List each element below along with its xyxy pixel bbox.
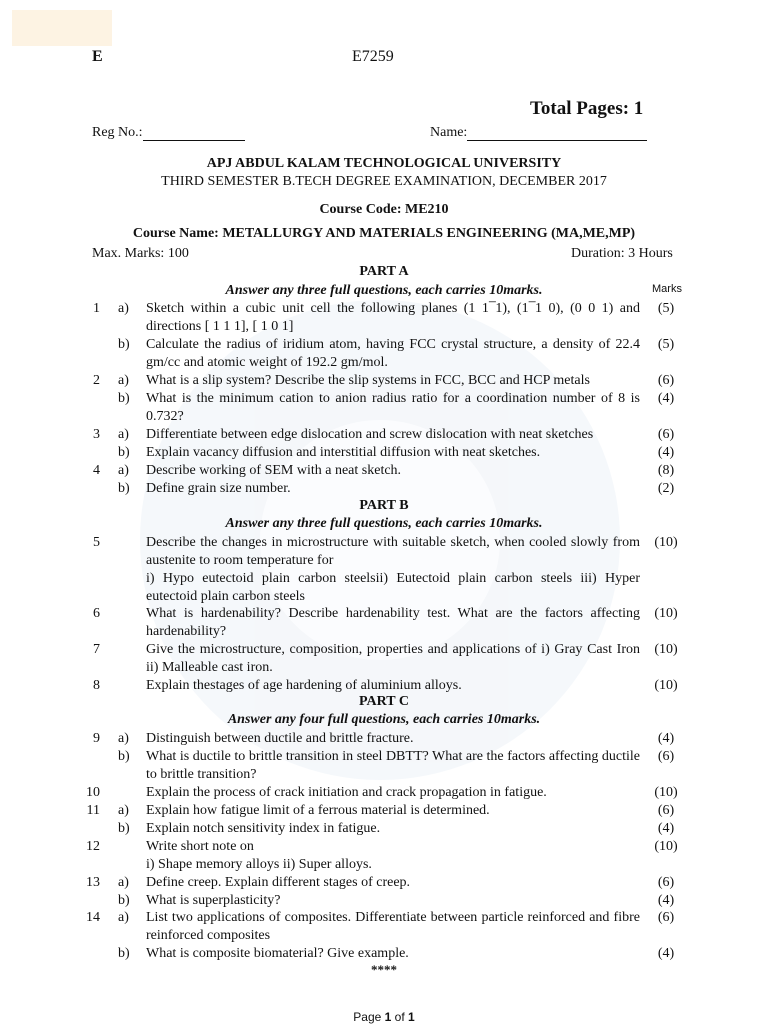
reg-no-label: Reg No.: bbox=[92, 125, 143, 140]
reg-no-field bbox=[92, 125, 245, 141]
question-text: What is a slip system? Describe the slip systems in FCC, BCC and HCP metals bbox=[146, 373, 590, 388]
question-text: What is hardenability? Describe hardenability test. What are the factors affecting hardenability? bbox=[146, 606, 640, 639]
part-c-title: PART C bbox=[359, 694, 409, 709]
question-text-cont: i) Shape memory alloys ii) Super alloys. bbox=[146, 857, 372, 872]
question-text: Give the microstructure, composition, properties and applications of i) Gray Cast Iron ii) Malleable cast iron. bbox=[146, 642, 640, 675]
duration: Duration: 3 Hours bbox=[571, 246, 673, 261]
question-code: E7259 bbox=[352, 48, 394, 65]
question-text: Explain vacancy diffusion and interstitial diffusion with neat sketches. bbox=[146, 445, 541, 460]
question-marks: (10) bbox=[654, 839, 678, 854]
question-text: Describe the changes in microstructure with suitable sketch, when cooled slowly from austenite to room temperature for bbox=[146, 535, 640, 568]
question-text-cont: i) Hypo eutectoid plain carbon steelsii) Eutectoid plain carbon steels iii) Hyper eutectoid plain carbon steels bbox=[146, 571, 640, 604]
question-text: Distinguish between ductile and brittle fracture. bbox=[146, 731, 414, 746]
question-text: Explain the process of crack initiation and crack propagation in fatigue. bbox=[146, 785, 547, 800]
course-name: Course Name: METALLURGY AND MATERIALS ENGINEERING (MA,ME,MP) bbox=[132, 226, 636, 241]
question-marks: (10) bbox=[654, 535, 678, 550]
question-marks: (10) bbox=[654, 678, 678, 693]
question-text: Write short note on bbox=[146, 839, 254, 854]
question-marks: (5) bbox=[657, 337, 675, 352]
part-b-title: PART B bbox=[359, 498, 409, 513]
question-text: Calculate the radius of iridium atom, having FCC crystal structure, a density of 22.4 gm/cc and atomic weight of 192.2 gm/mol. bbox=[146, 337, 640, 370]
course-code: Course Code: ME210 bbox=[319, 202, 449, 217]
question-text: What is composite biomaterial? Give example. bbox=[146, 946, 409, 961]
question-text: Explain how fatigue limit of a ferrous material is determined. bbox=[146, 803, 490, 818]
question-marks: (4) bbox=[657, 821, 675, 836]
name-line bbox=[467, 126, 647, 141]
question-text: Explain notch sensitivity index in fatigue. bbox=[146, 821, 381, 836]
question-marks: (5) bbox=[657, 301, 675, 316]
university-title: APJ ABDUL KALAM TECHNOLOGICAL UNIVERSITY bbox=[206, 156, 562, 171]
question-marks: (6) bbox=[657, 875, 675, 890]
question-marks: (6) bbox=[657, 373, 675, 388]
part-b-instruction: Answer any three full questions, each carries 10marks. bbox=[225, 516, 543, 531]
question-marks: (10) bbox=[654, 642, 678, 657]
end-mark: **** bbox=[371, 962, 397, 977]
question-marks: (4) bbox=[657, 946, 675, 961]
marks-column-heading: Marks bbox=[652, 283, 682, 295]
question-marks: (4) bbox=[657, 391, 675, 406]
part-c-instruction: Answer any four full questions, each carries 10marks. bbox=[227, 712, 541, 727]
question-marks: (2) bbox=[657, 481, 675, 496]
page-footer: Page 1 of 1 bbox=[353, 1010, 415, 1024]
question-marks: (6) bbox=[657, 803, 675, 818]
corner-tab bbox=[12, 10, 112, 46]
name-field bbox=[430, 125, 647, 141]
question-text: What is superplasticity? bbox=[146, 893, 281, 908]
question-text: What is the minimum cation to anion radius ratio for a coordination number of 8 is 0.732? bbox=[146, 391, 640, 424]
question-text: What is ductile to brittle transition in steel DBTT? What are the factors affecting ductile to brittle transition? bbox=[146, 749, 640, 782]
question-text: Define grain size number. bbox=[146, 481, 291, 496]
question-marks: (6) bbox=[657, 427, 675, 442]
question-text: Differentiate between edge dislocation and screw dislocation with neat sketches bbox=[146, 427, 594, 442]
question-marks: (4) bbox=[657, 893, 675, 908]
question-text: Define creep. Explain different stages of creep. bbox=[146, 875, 411, 890]
reg-no-line bbox=[143, 126, 245, 141]
total-pages: Total Pages: 1 bbox=[530, 98, 644, 119]
question-marks: (6) bbox=[657, 910, 675, 925]
question-marks: (10) bbox=[654, 785, 678, 800]
question-text: Describe working of SEM with a neat sketch. bbox=[146, 463, 402, 478]
part-a-instruction: Answer any three full questions, each carries 10marks. bbox=[225, 283, 543, 298]
exam-title: THIRD SEMESTER B.TECH DEGREE EXAMINATION, DECEMBER 2017 bbox=[161, 174, 607, 189]
part-a-title: PART A bbox=[359, 264, 409, 279]
question-marks: (6) bbox=[657, 749, 675, 764]
question-text: Explain thestages of age hardening of aluminium alloys. bbox=[146, 678, 462, 693]
series-label: E bbox=[92, 48, 103, 65]
question-text: List two applications of composites. Differentiate between particle reinforced and fibre reinforced composites bbox=[146, 910, 640, 943]
question-marks: (4) bbox=[657, 731, 675, 746]
question-marks: (10) bbox=[654, 606, 678, 621]
name-label: Name: bbox=[430, 125, 468, 140]
max-marks: Max. Marks: 100 bbox=[92, 246, 189, 261]
question-marks: (8) bbox=[657, 463, 675, 478]
question-marks: (4) bbox=[657, 445, 675, 460]
question-text: Sketch within a cubic unit cell the following planes (1 1 ̅1), (1 ̅1 0), (0 0 1) and directions [ 1 1 1], [ 1 0 1] bbox=[146, 301, 640, 334]
